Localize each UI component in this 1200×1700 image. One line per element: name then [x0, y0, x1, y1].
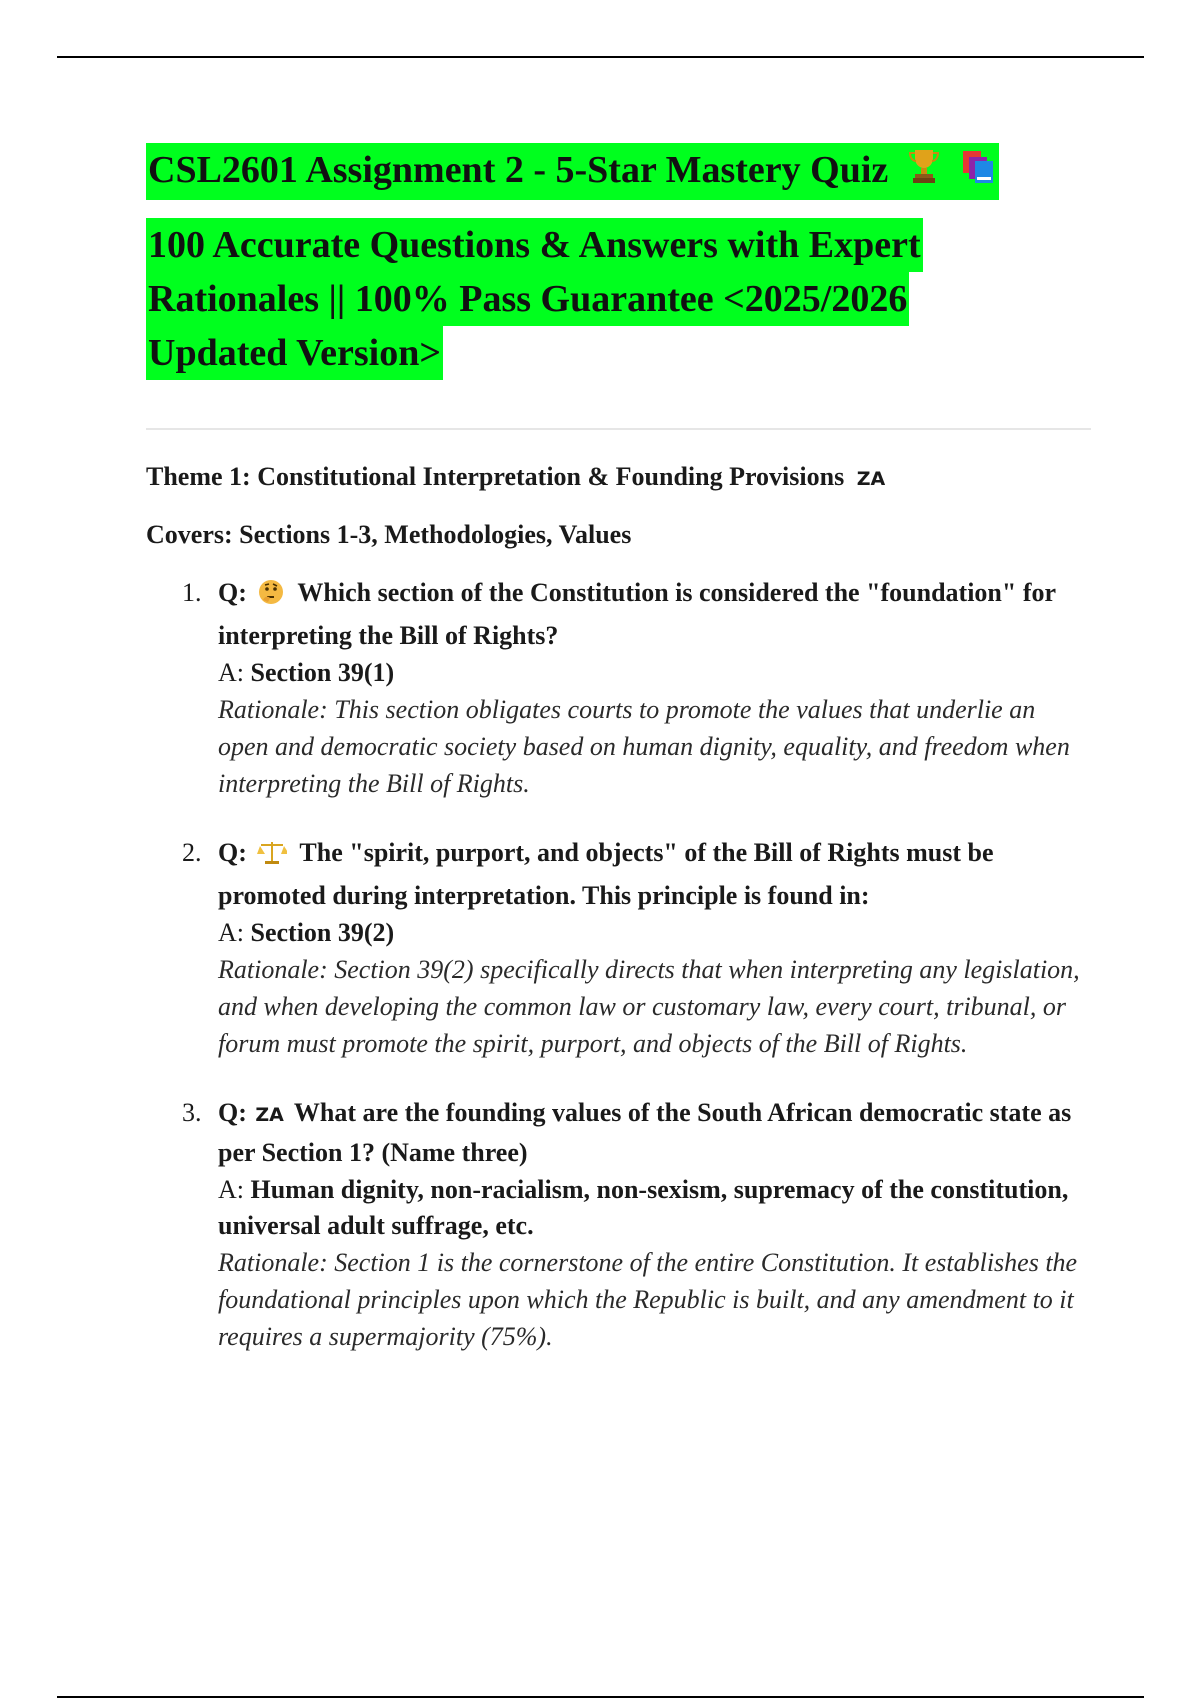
- covers-line: Covers: Sections 1-3, Methodologies, Values: [146, 520, 632, 550]
- top-rule: [57, 56, 1144, 58]
- question-list: [146, 574, 1091, 1355]
- list-item: [146, 1094, 1091, 1355]
- rationale-text: Rationale: This section obligates courts to promote the values that underlie an open and democratic society based on human dignity, equality, and freedom when interpreting the Bill of Rights.: [218, 695, 1070, 799]
- theme-heading: Theme 1: Constitutional Interpretation & Founding Provisions ZA: [146, 462, 886, 492]
- scales-icon: [257, 838, 287, 877]
- answer-line: A: Human dignity, non-racialism, non-sexism, supremacy of the constitution, universal adult suffrage, etc.: [218, 1175, 1069, 1241]
- question-number: 1.: [182, 578, 202, 608]
- thinking-face-icon: [257, 578, 285, 617]
- question-number: 3.: [182, 1098, 202, 1128]
- question-text: Q: ZA What are the founding values of the South African democratic state as per Section 1? (Name three): [218, 1098, 1072, 1168]
- rationale-text: Rationale: Section 39(2) specifically directs that when interpreting any legislation, and when developing the common law or customary law, every court, tribunal, or forum must promote the spirit, purport, and objects of the Bill of Rights.: [218, 955, 1080, 1059]
- section-divider: [146, 428, 1091, 430]
- document-title: [146, 143, 1091, 200]
- answer-line: A: Section 39(1): [218, 658, 395, 688]
- subtitle-line-3: Updated Version>: [146, 326, 443, 380]
- subtitle-line-1: 100 Accurate Questions & Answers with Expert: [146, 218, 923, 272]
- answer-text: Section 39(2): [250, 918, 395, 948]
- bottom-rule: [57, 1696, 1144, 1698]
- rationale-text: Rationale: Section 1 is the cornerstone of the entire Constitution. It establishes the foundational principles upon which the Republic is built, and any amendment to it requires a supermajority (75%).: [218, 1248, 1078, 1352]
- subtitle-line-2: Rationales || 100% Pass Guarantee <2025/2026: [146, 272, 909, 326]
- za-flag-icon: ZA: [255, 1104, 284, 1127]
- za-flag-icon: ZA: [856, 468, 886, 491]
- document-subtitle: [146, 218, 1091, 380]
- title-text: CSL2601 Assignment 2 - 5-Star Mastery Quiz: [148, 149, 889, 191]
- list-item: [146, 834, 1091, 1062]
- question-text: Q: Which section of the Constitution is considered the "foundation" for interpreting the Bill of Rights?: [218, 578, 1056, 651]
- books-icon: [959, 146, 997, 200]
- list-item: [146, 574, 1091, 802]
- answer-text: Human dignity, non-racialism, non-sexism, supremacy of the constitution, universal adult suffrage, etc.: [218, 1175, 1069, 1241]
- answer-line: A: Section 39(2): [218, 918, 395, 948]
- document-body: [146, 143, 1091, 1387]
- question-number: 2.: [182, 838, 202, 868]
- trophy-icon: [908, 146, 940, 200]
- answer-text: Section 39(1): [250, 658, 395, 688]
- question-text: Q: The "spirit, purport, and objects" of the Bill of Rights must be promoted during interpretation. This principle is found in:: [218, 838, 994, 911]
